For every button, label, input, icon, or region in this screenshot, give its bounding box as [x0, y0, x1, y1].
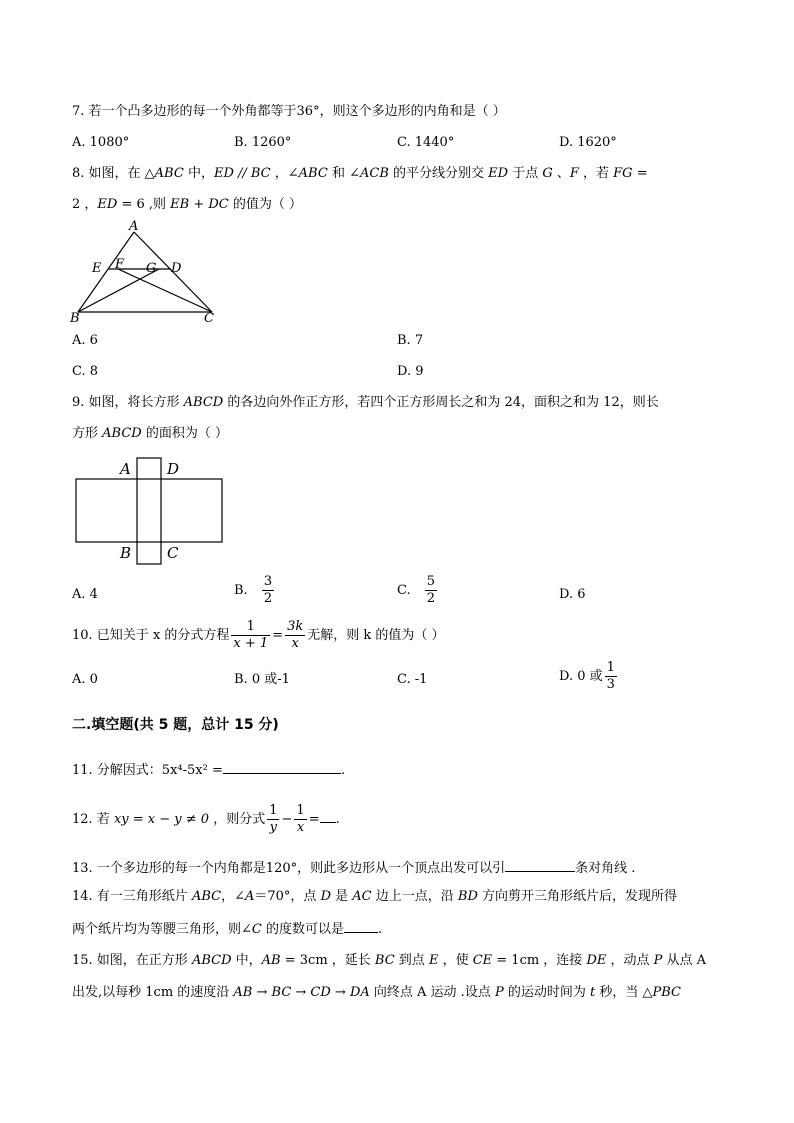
q10-stem: 10. 已知关于 x 的分式方程 $\frac{1}{x + 1}$ = $\frac{3k}{x}$ 无解，则 k 的值为（ ） — [72, 619, 445, 651]
q13-stem: 13. 一个多边形的每一个内角都是120°，则此多边形从一个顶点出发可以引 条对角线 . — [72, 857, 635, 879]
q9-option-a: A. 4 — [72, 587, 98, 602]
q10-option-a: A. 0 — [72, 672, 98, 687]
q8-stem-line1: 8. 如图，在 △ABC 中，ED // BC ，∠ABC 和 ∠ACB 的平分线分别交 ED 于点 G 、F ，若 FG = — [72, 166, 648, 181]
q9-option-d: D. 6 — [559, 587, 586, 602]
q9-rectangle-figure — [70, 454, 230, 570]
q9-label-b: B — [120, 544, 132, 562]
q9-label-c: C — [167, 544, 179, 562]
q8-triangle-figure — [66, 218, 226, 326]
q8-label-d: D — [171, 261, 182, 276]
q8-label-a: A — [129, 219, 139, 234]
q10-option-c: C. -1 — [397, 672, 428, 687]
q9-stem-line2: 方形 ABCD 的面积为（ ） — [72, 426, 228, 441]
q7-option-b: B. 1260° — [234, 135, 292, 150]
q8-option-b: B. 7 — [397, 333, 424, 348]
q14-answer-blank[interactable] — [344, 918, 378, 933]
q7-option-d: D. 1620° — [559, 135, 617, 150]
q9-option-b: B. $\frac{3}{2}$ — [234, 574, 273, 606]
q8-label-e: E — [92, 261, 102, 276]
q8-label-g: G — [146, 261, 157, 276]
q8-option-d: D. 9 — [397, 364, 424, 379]
q12-stem: 12. 若 xy = x − y ≠ 0 ，则分式 $\frac{1}{y}$ − $\frac{1}{x}$ = . — [72, 803, 340, 835]
q13-answer-blank[interactable] — [505, 857, 575, 872]
q10-option-d: D. 0 或 $\frac{1}{3}$ — [559, 660, 615, 692]
q14-stem-line2: 两个纸片均为等腰三角形，则∠C 的度数可以是 . — [72, 918, 382, 940]
q7-option-c: C. 1440° — [397, 135, 455, 150]
q14-stem-line1: 14. 有一三角形纸片 ABC，∠A＝70°，点 D 是 AC 边上一点，沿 BD 方向剪开三角形纸片后，发现所得 — [72, 889, 678, 904]
q15-stem-line2: 出发,以每秒 1cm 的速度沿 AB → BC → CD → DA 向终点 A 运动 .设点 P 的运动时间为 t 秒，当 △PBC — [72, 985, 681, 1000]
q12-answer-blank[interactable] — [320, 808, 336, 823]
section-fill-in-title: 二.填空题(共 5 题，总计 15 分) — [72, 717, 279, 733]
q9-label-d: D — [167, 460, 180, 478]
q7-stem: 7. 若一个凸多边形的每一个外角都等于36°，则这个多边形的内角和是（ ） — [72, 104, 506, 119]
q8-label-c: C — [204, 311, 214, 326]
q7-option-a: A. 1080° — [72, 135, 130, 150]
q8-option-c: C. 8 — [72, 364, 99, 379]
q9-stem-line1: 9. 如图，将长方形 ABCD 的各边向外作正方形，若四个正方形周长之和为 24，面积之和为 12，则长 — [72, 395, 659, 410]
q8-option-a: A. 6 — [72, 333, 98, 348]
q8-label-f: F — [115, 257, 125, 272]
q10-option-b: B. 0 或-1 — [234, 672, 290, 687]
q8-label-b: B — [70, 311, 80, 326]
q15-stem-line1: 15. 如图，在正方形 ABCD 中，AB = 3cm ，延长 BC 到点 E ，使 CE = 1cm ，连接 DE ，动点 P 从点 A — [72, 953, 707, 968]
q11-answer-blank[interactable] — [223, 759, 341, 774]
q11-stem: 11. 分解因式：5x⁴-5x² = . — [72, 759, 345, 781]
q8-stem-line2: 2 ，ED = 6 ,则 EB + DC 的值为（ ） — [72, 197, 303, 212]
q9-label-a: A — [120, 460, 131, 478]
q9-option-c: C. $\frac{5}{2}$ — [397, 574, 436, 606]
